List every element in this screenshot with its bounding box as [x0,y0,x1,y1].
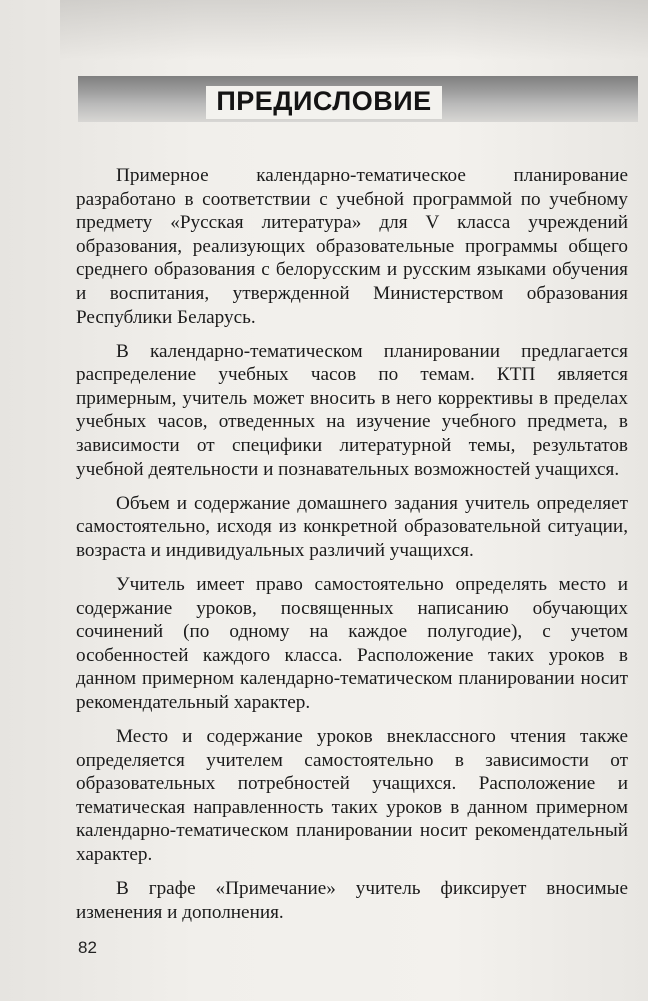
page-number: 82 [78,938,97,957]
paragraph-6: В графе «Примечание» учитель фиксирует вносимые изменения и дополнения. [76,878,628,923]
paragraph-5: Место и содержание уроков внеклассного чтения также определяется учителем самостоятельно в зависимости от образовательных потребностей учащихся. Расположение и тематическая направленность таких уроков в данном примерном календарно-тематическом планировании носит рекомендательный характер. [76,726,628,866]
heading-container [0,86,648,119]
paragraph-2: В календарно-тематическом планировании предлагается распределение учебных часов по темам. КТП является примерным, учитель может вносить в него коррективы в пределах учебных часов, отведенных на изучение учебного предмета, в зависимости от специфики литературной темы, результатов учебной деятельности и познавательных возможностей учащихся. [76,340,628,480]
page-heading: ПРЕДИСЛОВИЕ [206,86,441,119]
body-text [76,164,628,924]
paragraph-3: Объем и содержание домашнего задания учитель определяет самостоятельно, исходя из конкретной образовательной ситуации, возраста и индивидуальных различий учащихся. [76,492,628,561]
paragraph-4: Учитель имеет право самостоятельно определять место и содержание уроков, посвященных написанию обучающих сочинений (по одному на каждое полугодие), с учетом особенностей каждого класса. Расположение таких уроков в данном примерном календарно-тематическом планировании носит рекомендательный характер. [76,574,628,713]
show-through-shadow [60,0,648,60]
paragraph-1: Примерное календарно-тематическое планирование разработано в соответствии с учебной программой по учебному предмету «Русская литература» для V класса учреждений образования, реализующих образовательные программы общего среднего образования с белорусским и русским языками обучения и воспитания, утвержденной Министерством образования Республики Беларусь. [76,165,628,328]
